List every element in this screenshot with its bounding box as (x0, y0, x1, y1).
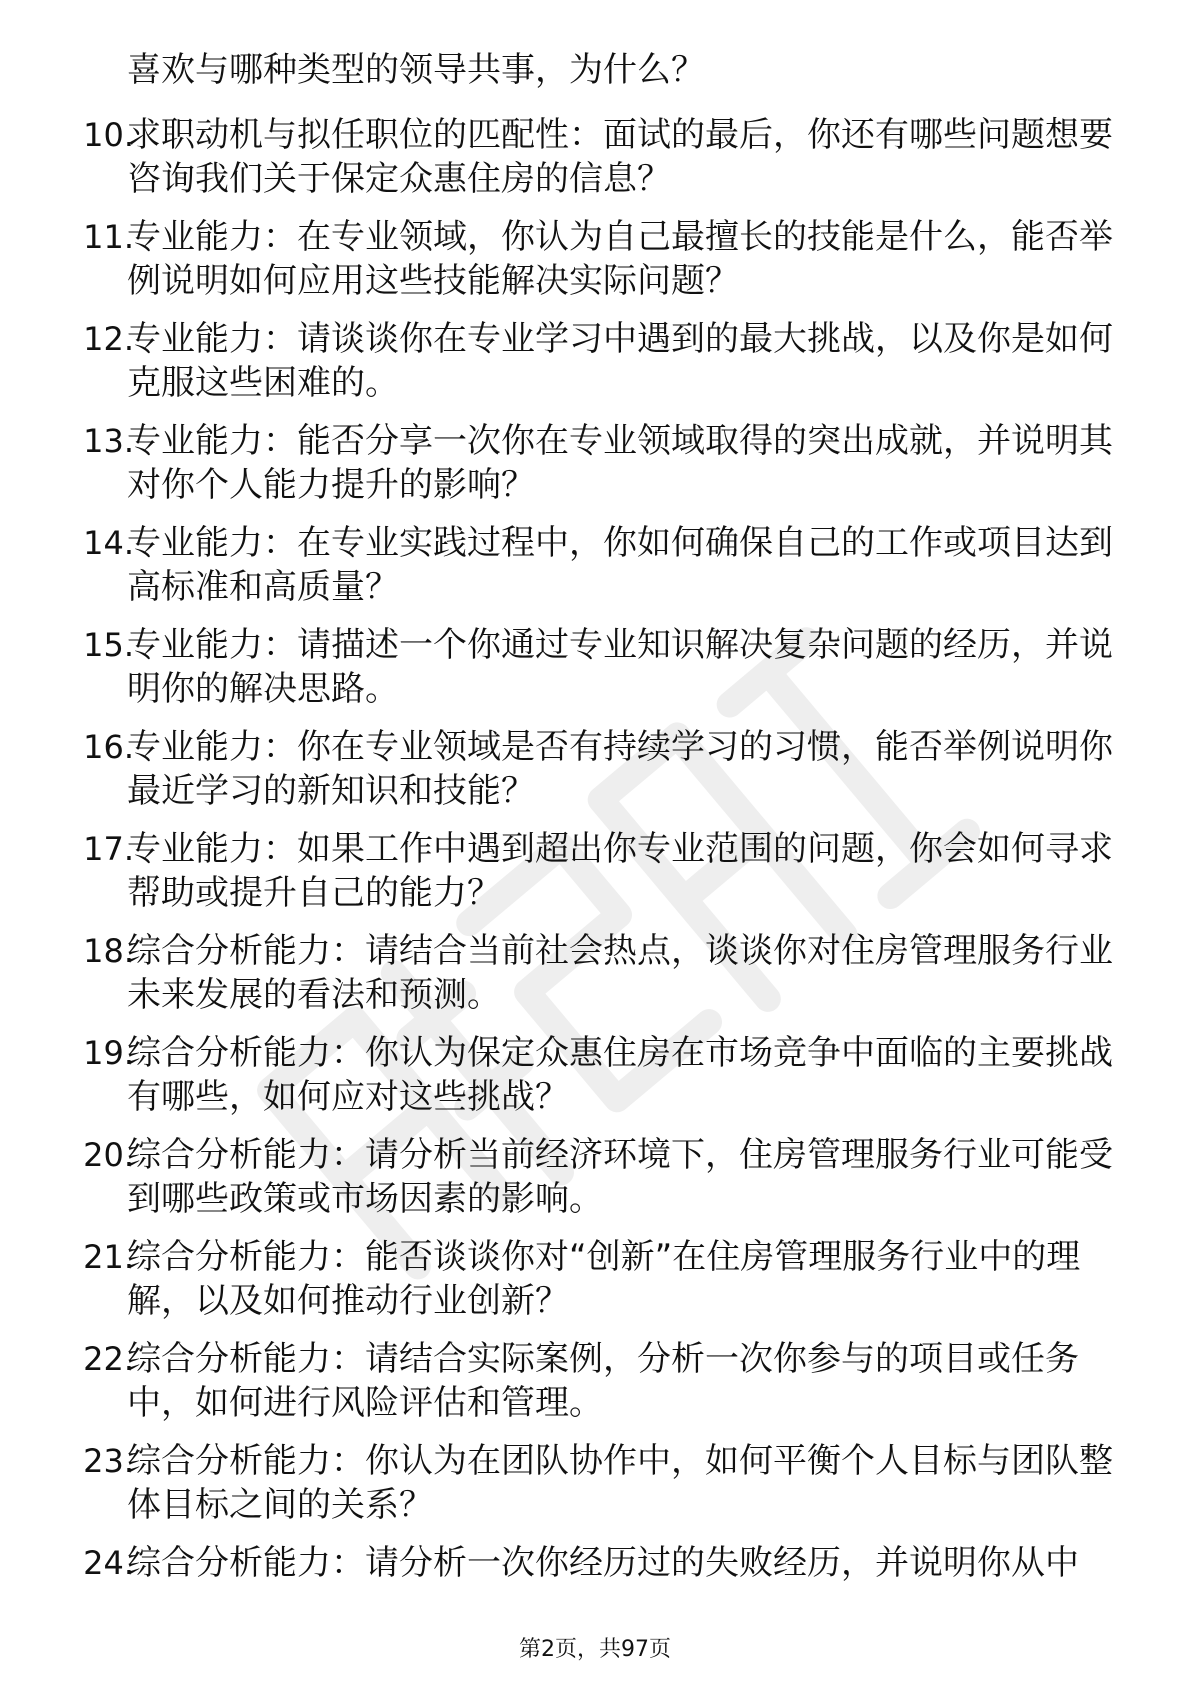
question-item (0, 1541, 1190, 1629)
question-text: 综合分析能力：请结合当前社会热点，谈谈你对住房管理服务行业未来发展的看法和预测。 (127, 931, 1113, 1015)
question-text: 专业能力：能否分享一次你在专业领域取得的突出成就，并说明其对你个人能力提升的影响？ (127, 421, 1113, 505)
question-item (0, 1439, 1190, 1527)
question-number: 18. (83, 932, 134, 970)
question-item (0, 1337, 1190, 1425)
question-text: 专业能力：请谈谈你在专业学习中遇到的最大挑战，以及你是如何克服这些困难的。 (127, 319, 1113, 403)
question-item (0, 623, 1190, 711)
question-text: 专业能力：你在专业领域是否有持续学习的习惯，能否举例说明你最近学习的新知识和技能？ (127, 727, 1113, 811)
question-text: 综合分析能力：请分析一次你经历过的失败经历，并说明你从中 (127, 1543, 1079, 1583)
question-item (0, 1031, 1190, 1119)
question-item (0, 1133, 1190, 1221)
question-number: 12. (83, 320, 134, 358)
question-item (0, 1235, 1190, 1323)
question-item (0, 827, 1190, 915)
question-number: 24. (83, 1544, 134, 1582)
question-item (0, 521, 1190, 609)
question-item (0, 317, 1190, 405)
question-number: 22. (83, 1340, 134, 1378)
question-list (0, 113, 1190, 1643)
question-number: 17. (83, 830, 134, 868)
question-number: 11. (83, 218, 134, 256)
question-text: 求职动机与拟任职位的匹配性：面试的最后，你还有哪些问题想要咨询我们关于保定众惠住房的信息？ (127, 115, 1113, 199)
question-text: 专业能力：如果工作中遇到超出你专业范围的问题，你会如何寻求帮助或提升自己的能力？ (127, 829, 1113, 913)
question-item (0, 419, 1190, 507)
question-number: 13. (83, 422, 134, 460)
question-number: 19. (83, 1034, 134, 1072)
continued-question-text: 喜欢与哪种类型的领导共事，为什么？ (127, 50, 705, 90)
question-number: 14. (83, 524, 134, 562)
question-item (0, 113, 1190, 201)
question-number: 21. (83, 1238, 134, 1276)
question-number: 15. (83, 626, 134, 664)
question-text: 专业能力：在专业领域，你认为自己最擅长的技能是什么，能否举例说明如何应用这些技能解决实际问题？ (127, 217, 1113, 301)
question-item (0, 725, 1190, 813)
question-text: 综合分析能力：请分析当前经济环境下，住房管理服务行业可能受到哪些政策或市场因素的影响。 (127, 1135, 1113, 1219)
question-text: 专业能力：在专业实践过程中，你如何确保自己的工作或项目达到高标准和高质量？ (127, 523, 1113, 607)
question-text: 综合分析能力：请结合实际案例，分析一次你参与的项目或任务中，如何进行风险评估和管理。 (127, 1339, 1079, 1423)
question-text: 专业能力：请描述一个你通过专业知识解决复杂问题的经历，并说明你的解决思路。 (127, 625, 1113, 709)
page-footer: 第2页，共97页 (519, 1637, 671, 1662)
question-text: 综合分析能力：能否谈谈你对“创新”在住房管理服务行业中的理解，以及如何推动行业创新？ (127, 1237, 1081, 1321)
question-number: 20. (83, 1136, 134, 1174)
question-item (0, 215, 1190, 303)
question-item (0, 929, 1190, 1017)
question-number: 23. (83, 1442, 134, 1480)
question-text: 综合分析能力：你认为保定众惠住房在市场竞争中面临的主要挑战有哪些，如何应对这些挑战？ (127, 1033, 1113, 1117)
question-number: 10. (83, 116, 134, 154)
question-text: 综合分析能力：你认为在团队协作中，如何平衡个人目标与团队整体目标之间的关系？ (127, 1441, 1113, 1525)
question-number: 16. (83, 728, 134, 766)
